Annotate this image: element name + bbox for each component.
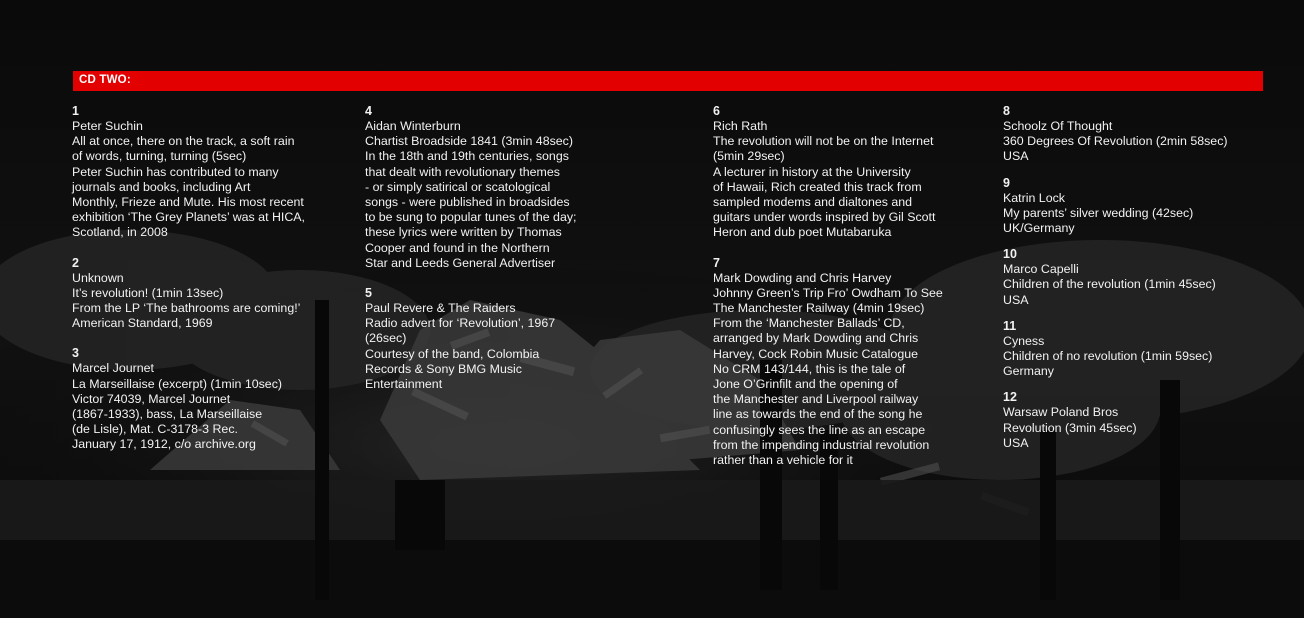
- track-number: 8: [1003, 104, 1010, 118]
- track-artist: Marcel Journet: [72, 361, 154, 376]
- track-text: Radio advert for ‘Revolution’, 1967: [365, 316, 556, 331]
- track-text: Chartist Broadside 1841 (3min 48sec): [365, 134, 573, 149]
- track-text: The revolution will not be on the Internet: [713, 134, 934, 149]
- track-column-2: [365, 104, 627, 407]
- track-text: Victor 74039, Marcel Journet: [72, 391, 231, 406]
- track-text: From the LP ‘The bathrooms are coming!’: [72, 301, 301, 316]
- track-number: 5: [365, 286, 372, 301]
- track-text: songs - were published in broadsides: [365, 195, 570, 210]
- section-title: CD TWO:: [79, 74, 131, 86]
- track-artist: Schoolz Of Thought: [1003, 119, 1113, 133]
- track-text: January 17, 1912, c/o archive.org: [72, 437, 256, 452]
- track-text: Jone O’Grinfilt and the opening of: [713, 377, 898, 392]
- track-artist: Cyness: [1003, 333, 1045, 348]
- track-text: of Hawaii, Rich created this track from: [713, 179, 922, 194]
- track-text: guitars under words inspired by Gil Scott: [713, 210, 936, 225]
- track-artist: Aidan Winterburn: [365, 119, 461, 133]
- track-text: the Manchester and Liverpool railway: [713, 392, 919, 407]
- track-artist: Peter Suchin: [72, 119, 143, 133]
- track-text: My parents’ silver wedding (42sec): [1003, 205, 1194, 220]
- track-text: Courtesy of the band, Colombia: [365, 346, 540, 361]
- track-text: All at once, there on the track, a soft rain: [72, 134, 295, 149]
- track-text: (1867-1933), bass, La Marseillaise: [72, 407, 263, 422]
- track-text: journals and books, including Art: [72, 179, 251, 194]
- track-number: 1: [72, 104, 79, 118]
- track-artist: Unknown: [72, 270, 124, 285]
- track-item: [365, 104, 627, 271]
- track-item: [1003, 104, 1265, 165]
- track-text: exhibition ‘The Grey Planets’ was at HICA,: [72, 210, 305, 225]
- track-text: USA: [1003, 292, 1029, 307]
- track-artist: Paul Revere & The Raiders: [365, 301, 516, 316]
- track-artist: Rich Rath: [713, 119, 768, 133]
- track-text: Johnny Green’s Trip Fro’ Owdham To See: [713, 285, 943, 300]
- track-item: [1003, 390, 1265, 451]
- track-column-3: [713, 104, 975, 483]
- track-artist: Mark Dowding and Chris Harvey: [713, 270, 892, 285]
- track-number: 2: [72, 255, 79, 270]
- track-number: 11: [1003, 318, 1017, 333]
- track-number: 10: [1003, 247, 1017, 262]
- track-number: 9: [1003, 175, 1010, 190]
- track-item: [713, 104, 975, 241]
- track-text: Peter Suchin has contributed to many: [72, 164, 279, 179]
- track-text: arranged by Mark Dowding and Chris: [713, 331, 919, 346]
- section-header-bar: [73, 71, 1263, 91]
- track-text: Children of no revolution (1min 59sec): [1003, 349, 1213, 364]
- track-text: (5min 29sec): [713, 149, 785, 164]
- track-artist: Warsaw Poland Bros: [1003, 405, 1119, 420]
- track-text: 360 Degrees Of Revolution (2min 58sec): [1003, 134, 1228, 149]
- track-text: Star and Leeds General Advertiser: [365, 255, 556, 270]
- track-text: A lecturer in history at the University: [713, 164, 911, 179]
- track-text: of words, turning, turning (5sec): [72, 149, 247, 164]
- track-text: La Marseillaise (excerpt) (1min 10sec): [72, 376, 283, 391]
- track-text: In the 18th and 19th centuries, songs: [365, 149, 569, 164]
- track-number: 7: [713, 255, 720, 270]
- track-number: 3: [72, 346, 79, 361]
- track-text: Revolution (3min 45sec): [1003, 420, 1137, 435]
- track-text: (de Lisle), Mat. C-3178-3 Rec.: [72, 422, 238, 437]
- track-text: sampled modems and dialtones and: [713, 195, 913, 210]
- track-item: [713, 256, 975, 469]
- track-item: [1003, 176, 1265, 237]
- track-number: 4: [365, 104, 372, 118]
- track-text: these lyrics were written by Thomas: [365, 225, 562, 240]
- track-text: Germany: [1003, 364, 1054, 379]
- track-text: confusingly sees the line as an escape: [713, 422, 926, 437]
- track-text: to be sung to popular tunes of the day;: [365, 210, 577, 225]
- track-column-4: [1003, 104, 1265, 462]
- track-text: It’s revolution! (1min 13sec): [72, 285, 224, 300]
- track-text: From the ‘Manchester Ballads’ CD,: [713, 316, 905, 331]
- track-text: line as towards the end of the song he: [713, 407, 923, 422]
- track-text: Records & Sony BMG Music: [365, 361, 522, 376]
- track-text: American Standard, 1969: [72, 316, 213, 331]
- track-artist: Katrin Lock: [1003, 190, 1065, 205]
- track-item: [365, 286, 627, 392]
- track-text: (26sec): [365, 331, 407, 346]
- track-text: The Manchester Railway (4min 19sec): [713, 301, 925, 316]
- track-number: 12: [1003, 390, 1017, 405]
- track-text: Children of the revolution (1min 45sec): [1003, 277, 1216, 292]
- track-text: Entertainment: [365, 377, 443, 392]
- track-text: rather than a vehicle for it: [713, 453, 853, 468]
- track-text: from the impending industrial revolution: [713, 437, 930, 452]
- track-text: Harvey, Cock Robin Music Catalogue: [713, 346, 918, 361]
- track-artist: Marco Capelli: [1003, 262, 1079, 277]
- track-text: that dealt with revolutionary themes: [365, 164, 560, 179]
- track-column-1: [72, 104, 334, 468]
- track-number: 6: [713, 104, 720, 118]
- track-text: No CRM 143/144, this is the tale of: [713, 361, 906, 376]
- track-item: [72, 346, 334, 452]
- track-text: - or simply satirical or scatological: [365, 179, 551, 194]
- track-text: USA: [1003, 149, 1029, 164]
- track-text: UK/Germany: [1003, 221, 1075, 236]
- track-item: [72, 256, 334, 332]
- track-item: [72, 104, 334, 241]
- track-text: Monthly, Frieze and Mute. His most recent: [72, 195, 304, 210]
- track-text: Scotland, in 2008: [72, 225, 168, 240]
- track-text: Cooper and found in the Northern: [365, 240, 550, 255]
- track-item: [1003, 319, 1265, 380]
- track-text: USA: [1003, 435, 1029, 450]
- track-text: Heron and dub poet Mutabaruka: [713, 225, 892, 240]
- track-item: [1003, 247, 1265, 308]
